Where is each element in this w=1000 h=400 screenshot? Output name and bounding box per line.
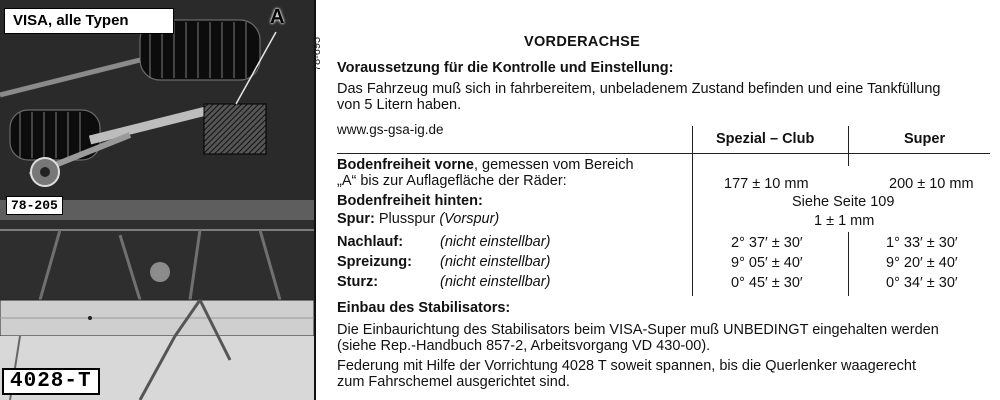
row-camber: Sturz:	[337, 274, 379, 290]
row-ground-rear: Bodenfreiheit hinten:	[337, 193, 483, 209]
prereq-line-2: von 5 Litern haben.	[337, 97, 462, 113]
caster-note: (nicht einstellbar)	[440, 234, 551, 250]
row-ground-front: Bodenfreiheit vorne, gemessen vom Bereich	[337, 157, 634, 173]
toe-value: 1 ± 1 mm	[814, 213, 875, 229]
source-url: www.gs-gsa-ig.de	[337, 122, 444, 137]
page-title: VORDERACHSE	[524, 34, 641, 50]
prereq-heading: Voraussetzung für die Kontrolle und Einstellung:	[337, 60, 674, 76]
table-divider-3	[848, 232, 849, 296]
spec-sheet	[311, 0, 1000, 400]
spring-line-2: zum Fahrschemel ausgerichtet sind.	[337, 374, 570, 390]
stabilizer-heading: Einbau des Stabilisators:	[337, 300, 511, 316]
caster-club: 2° 37′ ± 30′	[731, 235, 803, 251]
row-caster: Nachlauf:	[337, 234, 404, 250]
kingpin-note: (nicht einstellbar)	[440, 254, 551, 270]
camber-club: 0° 45′ ± 30′	[731, 275, 803, 291]
row-ground-front-line2: „A“ bis zur Auflagefläche der Räder:	[337, 173, 567, 189]
point-a-label: A	[270, 6, 285, 28]
front-axle-photo	[0, 0, 316, 400]
table-divider-1	[692, 126, 693, 296]
prereq-line-1: Das Fahrzeug muß sich in fahrbereitem, unbeladenem Zustand befinden und eine Tankfüllung	[337, 81, 941, 97]
ground-front-club: 177 ± 10 mm	[724, 176, 809, 192]
caster-super: 1° 33′ ± 30′	[886, 235, 958, 251]
model-label: VISA, alle Typen	[4, 8, 174, 34]
camber-note: (nicht einstellbar)	[440, 274, 551, 290]
kingpin-super: 9° 20′ ± 40′	[886, 255, 958, 271]
figure-ref-label: 78-205	[6, 196, 63, 215]
stabilizer-line-2: (siehe Rep.-Handbuch 857-2, Arbeitsvorgang VD 430-00).	[337, 338, 711, 354]
row-kingpin: Spreizung:	[337, 254, 412, 270]
kingpin-club: 9° 05′ ± 40′	[731, 255, 803, 271]
table-header-rule	[337, 153, 990, 154]
spring-line-1: Federung mit Hilfe der Vorrichtung 4028 T soweit spannen, bis die Querlenker waagerecht	[337, 358, 916, 374]
ground-front-super: 200 ± 10 mm	[889, 176, 974, 192]
camber-super: 0° 34′ ± 30′	[886, 275, 958, 291]
table-divider-2	[848, 126, 849, 166]
row-toe: Spur: Plusspur (Vorspur)	[337, 211, 500, 227]
col-header-super: Super	[904, 131, 946, 147]
side-code: 78-695	[311, 36, 324, 72]
col-header-club: Spezial – Club	[716, 131, 815, 147]
tool-label: 4028-T	[2, 368, 100, 395]
stabilizer-line-1: Die Einbaurichtung des Stabilisators beim VISA-Super muß UNBEDINGT eingehalten werden	[337, 322, 939, 338]
ground-rear-value: Siehe Seite 109	[792, 194, 895, 210]
